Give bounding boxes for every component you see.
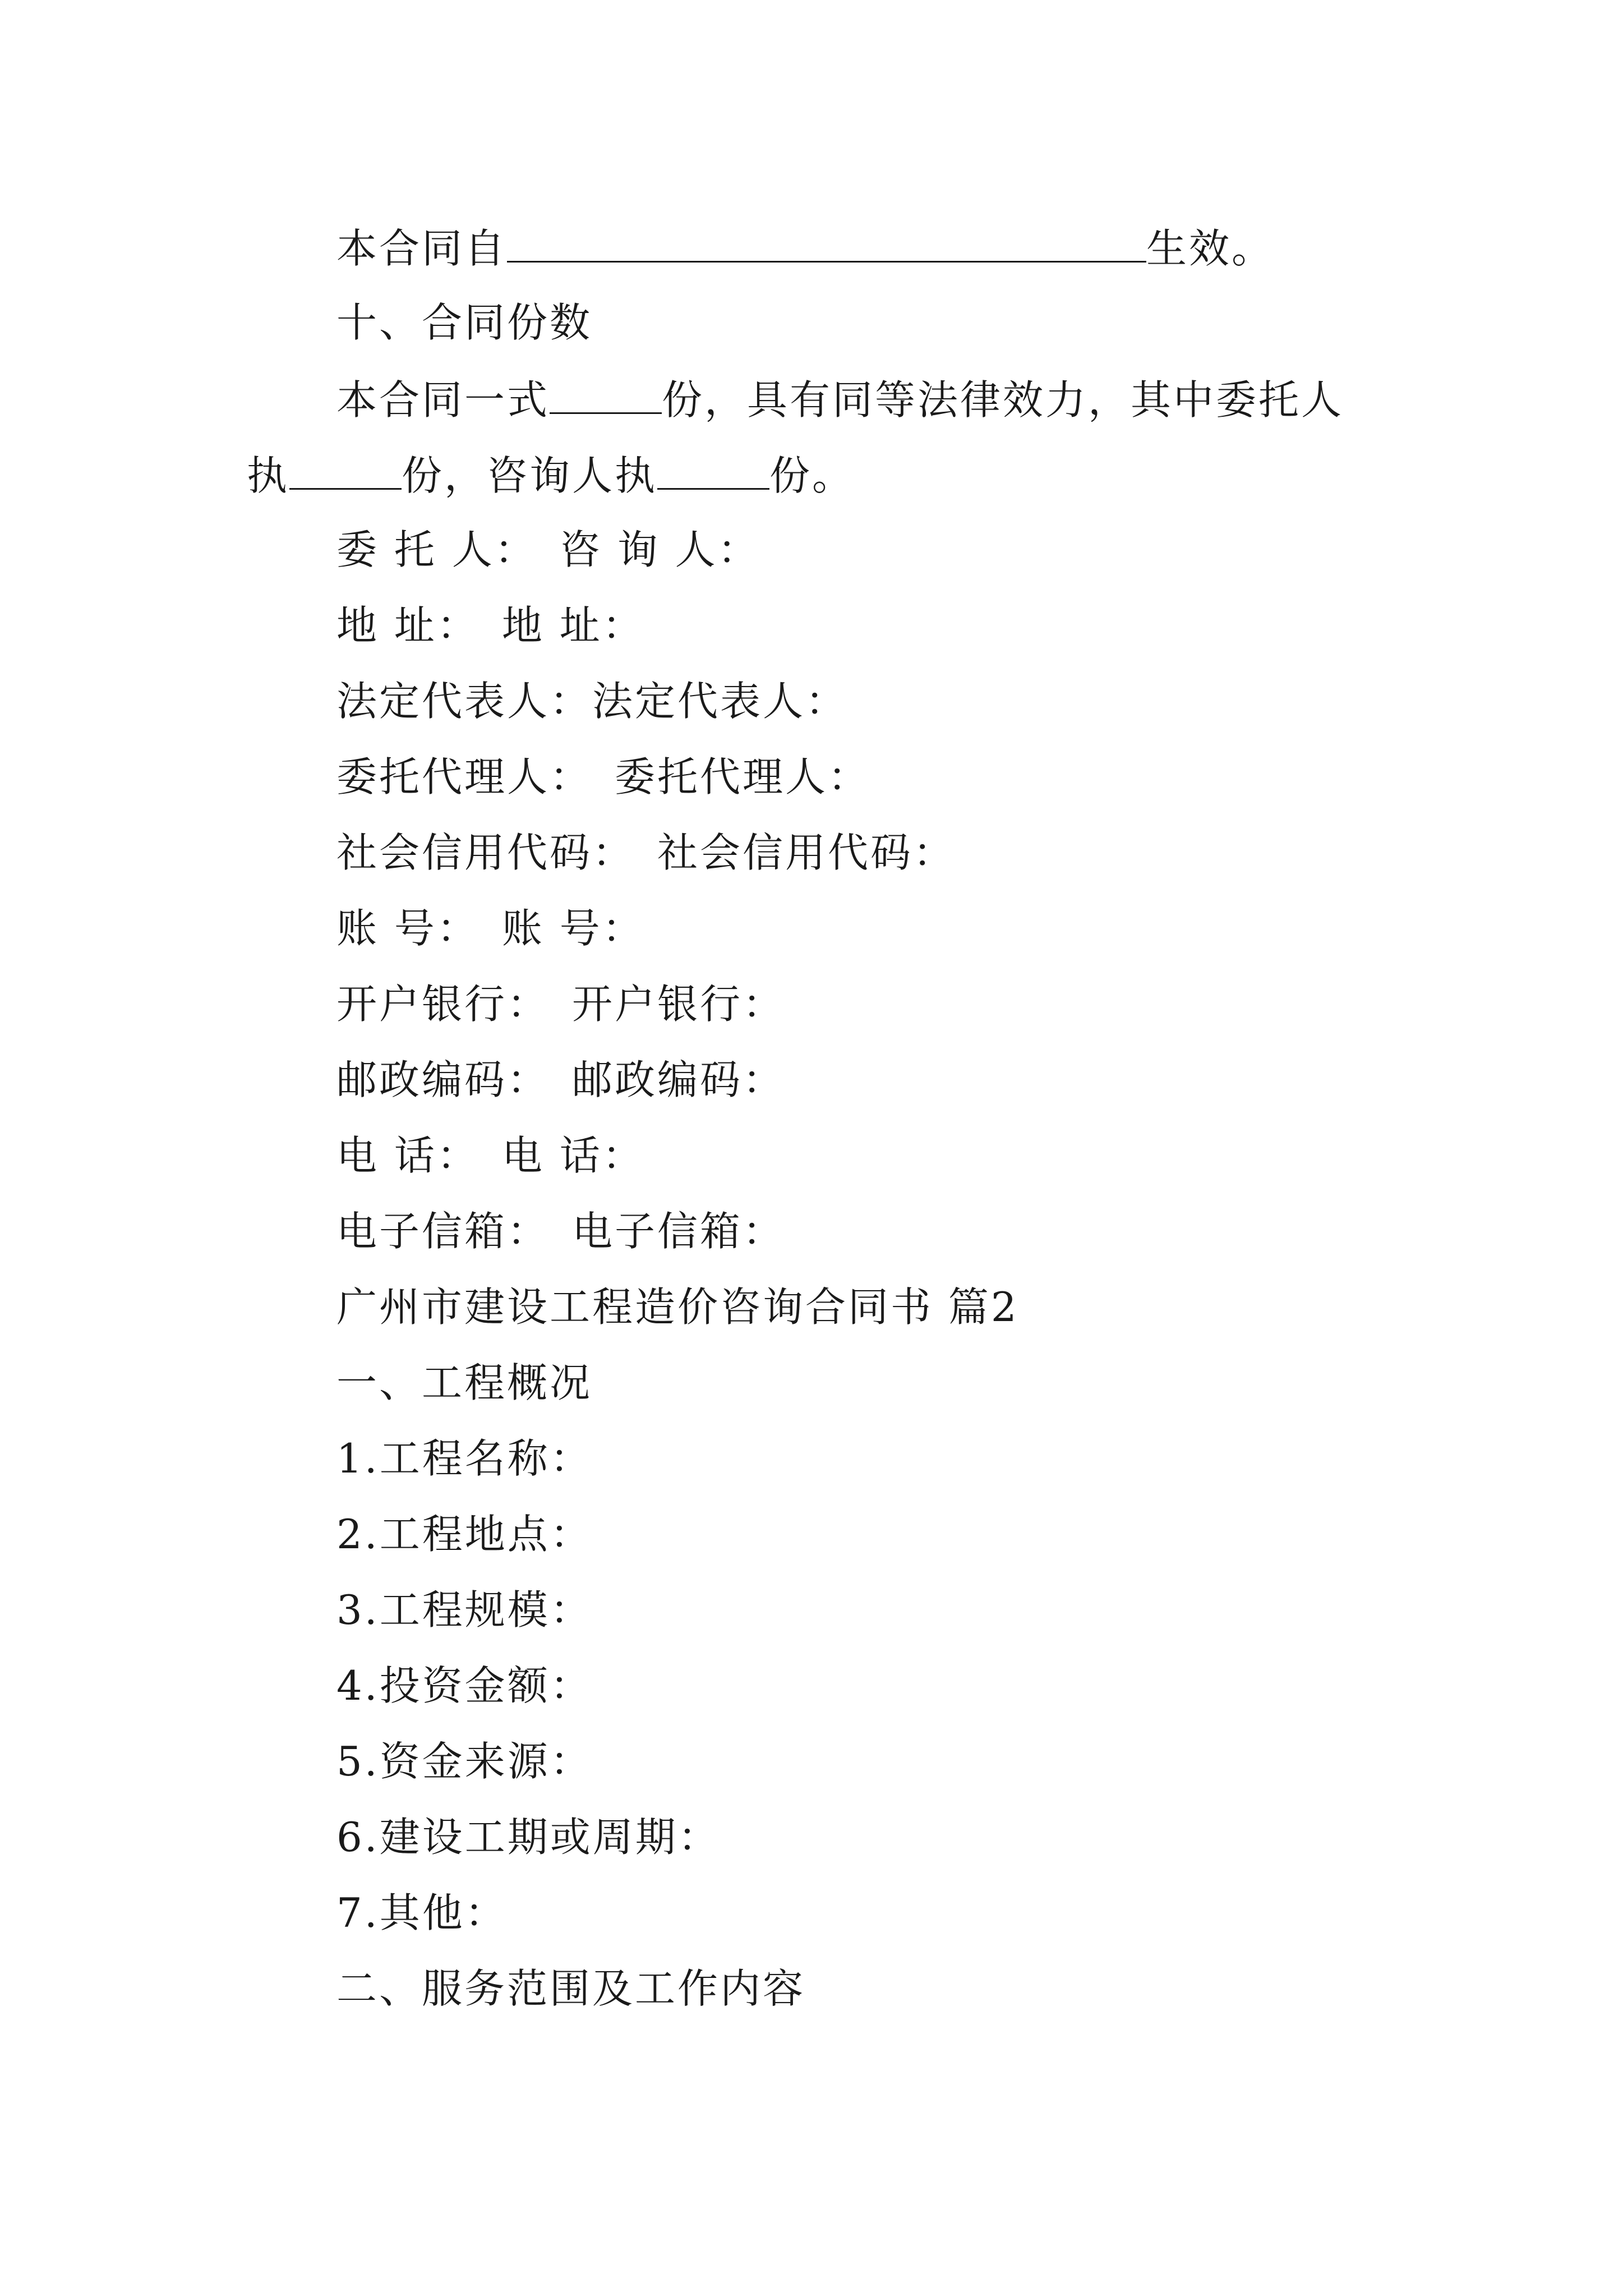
client-credit-code-label: 社会信用代码： <box>336 829 635 876</box>
party-row-email <box>336 1206 785 1257</box>
party-row-phone <box>336 1130 645 1181</box>
consultant-bank-label: 开户银行： <box>572 981 786 1028</box>
client-postcode-label: 邮政编码： <box>336 1056 550 1103</box>
contract-2-title: 广州市建设工程造价咨询合同书 篇2 <box>336 1283 1019 1331</box>
copies-middle: 份，具有同等法律效力，其中委托人 <box>662 376 1344 424</box>
copies-line-2 <box>247 449 855 499</box>
client-copies-blank <box>289 449 402 490</box>
party-row-bank <box>336 979 785 1029</box>
client-label: 委 托 人： <box>336 526 537 573</box>
client-bank-label: 开户银行： <box>336 981 550 1028</box>
client-email-label: 电子信箱： <box>336 1208 550 1255</box>
party-row-name <box>336 524 760 575</box>
copies-suffix: 份。 <box>769 452 855 499</box>
party-row-address <box>336 600 645 651</box>
project-item-scale: 3.工程规模： <box>336 1586 593 1634</box>
consultant-account-label: 账 号： <box>501 905 645 952</box>
party-row-credit-code <box>336 827 956 878</box>
consultant-copies-blank <box>657 449 769 490</box>
effective-date-prefix: 本合同自 <box>336 225 508 272</box>
consultant-phone-label: 电 话： <box>501 1132 645 1179</box>
consultant-copies-prefix: 份，咨询人执 <box>402 452 658 499</box>
client-legal-rep-label: 法定代表人： <box>336 678 593 725</box>
effective-date-line <box>336 222 1274 272</box>
consultant-legal-rep-label: 法定代表人： <box>592 678 849 725</box>
client-address-label: 地 址： <box>336 602 479 649</box>
party-row-agent <box>336 752 870 802</box>
consultant-postcode-label: 邮政编码： <box>572 1056 786 1103</box>
consultant-label: 咨 询 人： <box>559 526 760 573</box>
effective-date-blank <box>507 222 1146 263</box>
project-item-funding: 5.资金来源： <box>336 1738 593 1785</box>
total-copies-blank <box>550 373 662 414</box>
client-account-label: 账 号： <box>336 905 479 952</box>
consultant-agent-label: 委托代理人： <box>615 753 871 800</box>
effective-date-suffix: 生效。 <box>1146 225 1275 272</box>
client-agent-label: 委托代理人： <box>336 753 593 800</box>
copies-prefix: 本合同一式 <box>336 376 550 424</box>
project-item-location: 2.工程地点： <box>336 1511 593 1558</box>
party-row-legal-rep <box>336 676 848 726</box>
consultant-email-label: 电子信箱： <box>572 1208 786 1255</box>
project-item-duration: 6.建设工期或周期： <box>336 1814 721 1861</box>
party-row-postcode <box>336 1055 785 1105</box>
section-1-title: 一、工程概况 <box>336 1359 593 1406</box>
project-item-other: 7.其他： <box>336 1889 508 1936</box>
section-2-title: 二、服务范围及工作内容 <box>336 1965 806 2012</box>
party-row-account <box>336 903 645 954</box>
project-item-investment: 4.投资金额： <box>336 1662 593 1709</box>
client-copies-prefix: 执 <box>247 452 290 499</box>
copies-line-1 <box>336 373 1344 424</box>
project-item-name: 1.工程名称： <box>336 1435 593 1482</box>
consultant-address-label: 地 址： <box>501 602 645 649</box>
client-phone-label: 电 话： <box>336 1132 479 1179</box>
section-10-title: 十、合同份数 <box>336 299 593 346</box>
consultant-credit-code-label: 社会信用代码： <box>657 829 956 876</box>
